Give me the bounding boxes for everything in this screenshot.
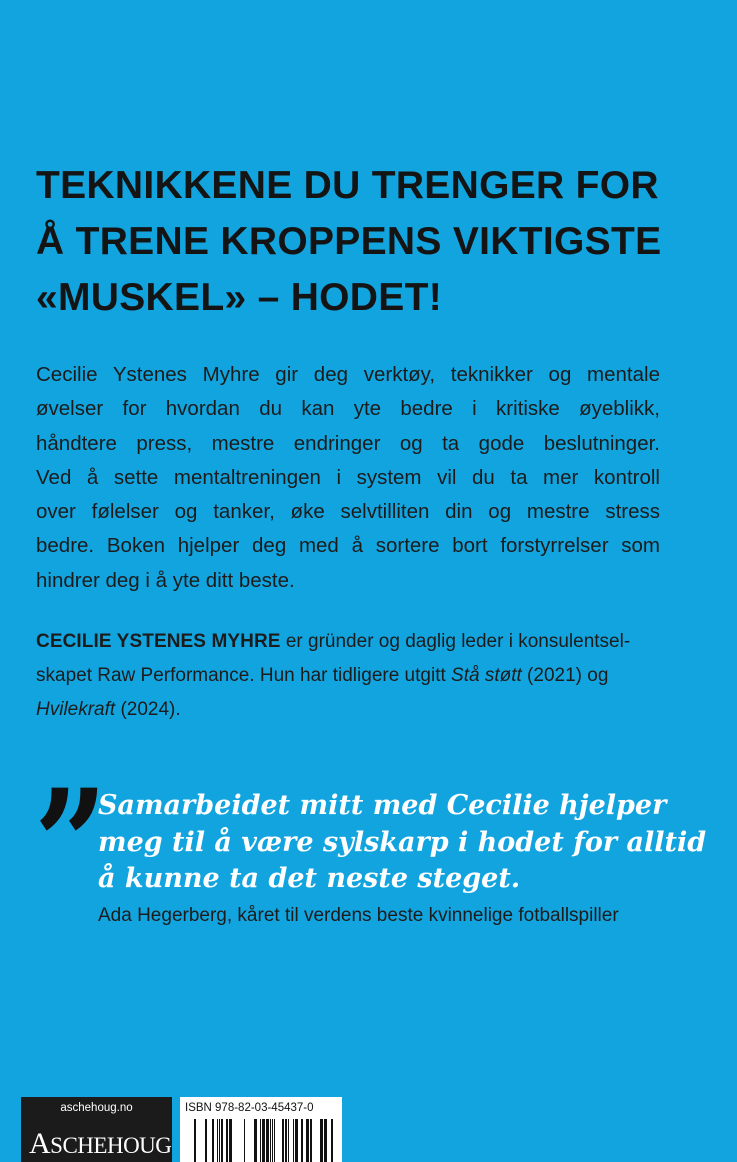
barcode-bar (285, 1119, 287, 1162)
bio-text: skapet Raw Performance. Hun har tidligere utgitt (36, 665, 452, 686)
barcode-bar (293, 1119, 294, 1162)
barcode-bar (306, 1119, 309, 1162)
barcode-bar (274, 1119, 275, 1162)
barcode-bar (221, 1119, 223, 1162)
barcode-bar (295, 1119, 298, 1162)
barcode-bar (320, 1119, 323, 1162)
publisher-website: aschehoug.no (60, 1102, 133, 1114)
bio-line (36, 693, 676, 727)
barcode-bar (266, 1119, 269, 1162)
description-line: hindrer deg i å yte ditt beste. (36, 568, 295, 592)
book-title: Hvilekraft (36, 699, 116, 720)
description-line: Cecilie Ystenes Myhre gir deg verktøy, teknikker og mentale (36, 363, 660, 386)
description-line: øvelser for hvordan du kan yte bedre i kritiske øyeblikk, (36, 397, 660, 421)
barcode-bar (205, 1119, 207, 1162)
bio-text: (2021) og (521, 665, 609, 686)
isbn-label: ISBN 978-82-03-45437-0 (185, 1102, 314, 1114)
bio-text: (2024). (115, 699, 181, 720)
barcode-icon (194, 1119, 334, 1162)
headline-line: «MUSKEL» – HODET! (36, 276, 442, 319)
quote-line: Samarbeidet mitt med Cecilie hjelper (98, 790, 667, 821)
barcode-bar (270, 1119, 271, 1162)
barcode-bar (229, 1119, 232, 1162)
publisher-logo: ASCHEHOUG (29, 1127, 172, 1160)
description-line: over følelser og tanker, øke selvtilliten din og mestre stress (36, 500, 660, 524)
barcode-bar (272, 1119, 273, 1162)
author-bio (36, 625, 676, 727)
testimonial-quote (98, 788, 718, 898)
description-line: håndtere press, mestre endringer og ta gode beslutninger. (36, 431, 660, 455)
description (36, 358, 660, 598)
headline-line: Å TRENE KROPPENS VIKTIGSTE (36, 220, 662, 263)
barcode-bar (226, 1119, 228, 1162)
barcode-bar (324, 1119, 327, 1162)
barcode-bar (212, 1119, 214, 1162)
barcode-bar (254, 1119, 257, 1162)
bio-line (36, 659, 676, 693)
book-title: Stå støtt (451, 665, 522, 686)
publisher-logo-box (21, 1097, 172, 1162)
quote-attribution: Ada Hegerberg, kåret til verdens beste kvinnelige fotballspiller (98, 905, 619, 926)
barcode-bar (282, 1119, 284, 1162)
quote-line: meg til å være sylskarp i hodet for alltid (98, 826, 707, 858)
bio-line (36, 625, 676, 659)
bio-text: er gründer og daglig leder i konsulentsel- (280, 631, 631, 652)
quote-mark-icon: ” (34, 757, 108, 933)
barcode-bar (217, 1119, 218, 1162)
barcode-bar (260, 1119, 261, 1162)
barcode-bar (331, 1119, 333, 1162)
barcode-bar (288, 1119, 289, 1162)
barcode-bar (262, 1119, 265, 1162)
barcode-box (180, 1097, 342, 1162)
quote-line: å kunne ta det neste steget. (98, 863, 521, 894)
description-line: Ved å sette mentaltreningen i system vil du ta mer kontroll (36, 465, 660, 489)
headline (36, 158, 716, 326)
description-line: bedre. Boken hjelper deg med å sortere bort forstyrrelser som (36, 534, 660, 558)
barcode-bar (301, 1119, 303, 1162)
barcode-bar (219, 1119, 220, 1162)
author-name: CECILIE YSTENES MYHRE (36, 631, 281, 652)
barcode-bar (244, 1119, 245, 1162)
barcode-bar (310, 1119, 312, 1162)
headline-line: TEKNIKKENE DU TRENGER FOR (36, 164, 659, 207)
barcode-bar (194, 1119, 196, 1162)
